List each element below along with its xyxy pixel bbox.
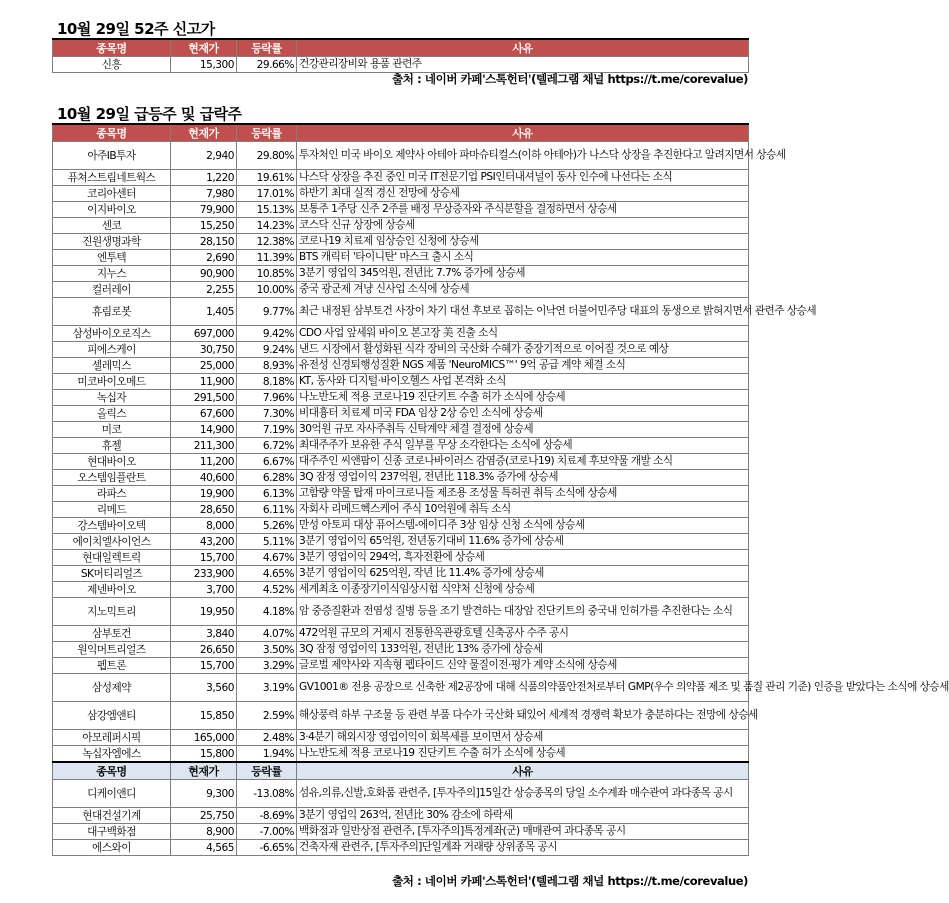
current-price: 15,700 <box>171 658 237 674</box>
change-rate: 8.18% <box>237 374 297 390</box>
reason: 최근 내정된 삼부토건 사장이 차기 대선 후보로 꼽히는 이낙연 더불어민주당 대표의 동생으로 밝혀지면서 관련주 상승세 <box>297 298 749 326</box>
reason: 만성 아토피 대상 퓨어스템-에이디주 3상 임상 신청 소식에 상승세 <box>297 518 749 534</box>
reason: 대주주인 씨앤팜이 신종 코로나바이러스 감염증(코로나19) 치료제 후보약물 개발 소식 <box>297 454 749 470</box>
table-row <box>53 342 749 358</box>
change-rate: -7.00% <box>237 824 297 840</box>
current-price: 1,405 <box>171 298 237 326</box>
current-price: 28,650 <box>171 502 237 518</box>
table-row <box>53 374 749 390</box>
header-reason: 사유 <box>297 124 749 142</box>
reason: BTS 캐릭터 '타이니탄' 마스크 출시 소식 <box>297 250 749 266</box>
current-price: 2,940 <box>171 142 237 170</box>
stock-name: 코리아센터 <box>53 186 171 202</box>
current-price: 2,690 <box>171 250 237 266</box>
current-price: 19,950 <box>171 598 237 626</box>
stock-name: 올릭스 <box>53 406 171 422</box>
current-price: 15,300 <box>171 57 237 73</box>
table-row <box>53 626 749 642</box>
table-row <box>53 746 749 763</box>
current-price: 9,300 <box>171 780 237 808</box>
change-rate: -13.08% <box>237 780 297 808</box>
table-row <box>53 358 749 374</box>
reason: 투자처인 미국 바이오 제약사 아테아 파마슈티컬스(이하 아테아)가 나스닥 상장을 추진한다고 알려지면서 상승세 <box>297 142 749 170</box>
reason: 3Q 잠정 영업이익 133억원, 전년比 13% 증가에 상승세 <box>297 642 749 658</box>
stock-name: 컬러레이 <box>53 282 171 298</box>
table-row <box>53 186 749 202</box>
change-rate: 9.42% <box>237 326 297 342</box>
reason: 30억원 규모 자사주취득 신탁계약 체결 결정에 상승세 <box>297 422 749 438</box>
stock-name: 삼부토건 <box>53 626 171 642</box>
change-rate: -8.69% <box>237 808 297 824</box>
stock-name: 센코 <box>53 218 171 234</box>
stock-name: 미코 <box>53 422 171 438</box>
change-rate: 10.85% <box>237 266 297 282</box>
stock-name: 진원생명과학 <box>53 234 171 250</box>
reason: 중국 광군제 겨냥 신사업 소식에 상승세 <box>297 282 749 298</box>
table-row <box>53 486 749 502</box>
header-price: 현재가 <box>171 39 237 57</box>
table-row <box>53 454 749 470</box>
current-price: 43,200 <box>171 534 237 550</box>
change-rate: 6.11% <box>237 502 297 518</box>
current-price: 15,850 <box>171 702 237 730</box>
stock-name: 현대건설기계 <box>53 808 171 824</box>
change-rate: 9.77% <box>237 298 297 326</box>
header-reason: 사유 <box>297 39 749 57</box>
table-row <box>53 582 749 598</box>
reason: 낸드 시장에서 활성화된 식각 장비의 국산화 수혜가 중장기적으로 이어질 것으로 예상 <box>297 342 749 358</box>
reason: 섬유,의류,신발,호화품 관련주, [투자주의]15일간 상승종목의 당일 소수계좌 매수관여 과다종목 공시 <box>297 780 749 808</box>
table-row <box>53 840 749 856</box>
source-note-2: 출처 : 네이버 카페'스톡헌터'(텔레그램 채널 https://t.me/corevalue) <box>392 874 748 888</box>
table-row <box>53 518 749 534</box>
reason: GV1001® 전용 공장으로 신축한 제2공장에 대해 식품의약품안전처로부터 GMP(우수 의약품 제조 및 품질 관리 기준) 인증을 받았다는 소식에 상승세 <box>297 674 749 702</box>
header-stock-name: 종목명 <box>53 124 171 142</box>
reason: 유전성 신경퇴행성질환 NGS 제품 'NeuroMICS™' 9억 공급 계약 체결 소식 <box>297 358 749 374</box>
table-row <box>53 202 749 218</box>
table-row <box>53 534 749 550</box>
table-row <box>53 390 749 406</box>
reason: 자회사 리메드헥스케어 주식 10억원에 취득 소식 <box>297 502 749 518</box>
stock-name: 휴젤 <box>53 438 171 454</box>
stock-name: 오스템임플란트 <box>53 470 171 486</box>
change-rate: -6.65% <box>237 840 297 856</box>
table-row <box>53 674 749 702</box>
stock-name: 아모레퍼시픽 <box>53 730 171 746</box>
stock-name: 엔투텍 <box>53 250 171 266</box>
table-row <box>53 730 749 746</box>
stock-name: 리메드 <box>53 502 171 518</box>
change-rate: 29.80% <box>237 142 297 170</box>
header-price: 현재가 <box>171 762 237 780</box>
stock-name: 원익머트리얼즈 <box>53 642 171 658</box>
table-row <box>53 406 749 422</box>
stock-name: 강스템바이오텍 <box>53 518 171 534</box>
change-rate: 4.65% <box>237 566 297 582</box>
change-rate: 1.94% <box>237 746 297 763</box>
current-price: 3,700 <box>171 582 237 598</box>
stock-name: 녹십자 <box>53 390 171 406</box>
change-rate: 4.52% <box>237 582 297 598</box>
stock-name: 에스와이 <box>53 840 171 856</box>
header-reason: 사유 <box>297 762 749 780</box>
table-row <box>53 282 749 298</box>
stock-name: 펩트론 <box>53 658 171 674</box>
decliners-header-row <box>53 762 749 780</box>
change-rate: 7.19% <box>237 422 297 438</box>
change-rate: 17.01% <box>237 186 297 202</box>
current-price: 26,650 <box>171 642 237 658</box>
stock-name: 라파스 <box>53 486 171 502</box>
current-price: 8,000 <box>171 518 237 534</box>
header-change: 등락률 <box>237 762 297 780</box>
stock-name: 퓨쳐스트림네트웍스 <box>53 170 171 186</box>
current-price: 697,000 <box>171 326 237 342</box>
table-row <box>53 702 749 730</box>
table-row <box>53 326 749 342</box>
table-row <box>53 550 749 566</box>
stock-name: 디케이앤디 <box>53 780 171 808</box>
table-row <box>53 438 749 454</box>
reason: 하반기 최대 실적 경신 전망에 상승세 <box>297 186 749 202</box>
stock-name: 피에스케이 <box>53 342 171 358</box>
change-rate: 10.00% <box>237 282 297 298</box>
current-price: 19,900 <box>171 486 237 502</box>
table-row <box>53 234 749 250</box>
table-row <box>53 142 749 170</box>
change-rate: 19.61% <box>237 170 297 186</box>
reason: 3분기 영업이익 294억, 흑자전환에 상승세 <box>297 550 749 566</box>
current-price: 67,600 <box>171 406 237 422</box>
reason: CDO 사업 앞세워 바이오 본고장 美 진출 소식 <box>297 326 749 342</box>
change-rate: 11.39% <box>237 250 297 266</box>
reason: 3분기 영업익 345억원, 전년比 7.7% 증가에 상승세 <box>297 266 749 282</box>
table-row <box>53 298 749 326</box>
stock-name: 삼성바이오로직스 <box>53 326 171 342</box>
stock-name: 제넨바이오 <box>53 582 171 598</box>
header-change: 등락률 <box>237 39 297 57</box>
stock-name: 신흥 <box>53 57 171 73</box>
current-price: 28,150 <box>171 234 237 250</box>
stock-name: 휴림로봇 <box>53 298 171 326</box>
reason: 코스닥 신규 상장에 상승세 <box>297 218 749 234</box>
change-rate: 3.50% <box>237 642 297 658</box>
current-price: 4,565 <box>171 840 237 856</box>
stock-name: 삼강엠앤티 <box>53 702 171 730</box>
table-row <box>53 658 749 674</box>
stock-name: 현대바이오 <box>53 454 171 470</box>
current-price: 40,600 <box>171 470 237 486</box>
source-note-1: 출처 : 네이버 카페'스톡헌터'(텔레그램 채널 https://t.me/corevalue) <box>392 72 748 86</box>
change-rate: 6.72% <box>237 438 297 454</box>
table-row <box>53 598 749 626</box>
header-stock-name: 종목명 <box>53 39 171 57</box>
change-rate: 2.59% <box>237 702 297 730</box>
change-rate: 12.38% <box>237 234 297 250</box>
stock-name: 아주IB투자 <box>53 142 171 170</box>
current-price: 25,750 <box>171 808 237 824</box>
reason: 3분기 영업이익 65억원, 전년동기대비 11.6% 증가에 상승세 <box>297 534 749 550</box>
reason: 백화점과 일반상점 관련주, [투자주의]특정계좌(군) 매매관여 과다종목 공시 <box>297 824 749 840</box>
table-row <box>53 250 749 266</box>
table-row <box>53 824 749 840</box>
current-price: 291,500 <box>171 390 237 406</box>
change-rate: 9.24% <box>237 342 297 358</box>
stock-name: 대구백화점 <box>53 824 171 840</box>
change-rate: 3.29% <box>237 658 297 674</box>
current-price: 3,840 <box>171 626 237 642</box>
change-rate: 5.11% <box>237 534 297 550</box>
current-price: 211,300 <box>171 438 237 454</box>
change-rate: 4.07% <box>237 626 297 642</box>
reason: 472억원 규모의 거제시 전통한옥관광호텔 신축공사 수주 공시 <box>297 626 749 642</box>
reason: 세계최초 이종장기이식임상시험 식약처 신청에 상승세 <box>297 582 749 598</box>
table-row <box>53 642 749 658</box>
table-row <box>53 808 749 824</box>
change-rate: 15.13% <box>237 202 297 218</box>
reason: 건강관리장비와 용품 관련주 <box>297 57 749 73</box>
section2-title: 10월 29일 급등주 및 급락주 <box>57 105 242 123</box>
table-row <box>53 566 749 582</box>
change-rate: 6.28% <box>237 470 297 486</box>
current-price: 7,980 <box>171 186 237 202</box>
reason: 건축자재 관련주, [투자주의]단일계좌 거래량 상위종목 공시 <box>297 840 749 856</box>
section1-title: 10월 29일 52주 신고가 <box>57 20 215 38</box>
current-price: 11,200 <box>171 454 237 470</box>
change-rate: 6.13% <box>237 486 297 502</box>
stock-name: 에이치엘사이언스 <box>53 534 171 550</box>
reason: 최대주주가 보유한 주식 일부를 무상 소각한다는 소식에 상승세 <box>297 438 749 454</box>
table-row <box>53 502 749 518</box>
header-stock-name: 종목명 <box>53 762 171 780</box>
current-price: 1,220 <box>171 170 237 186</box>
new-high-table <box>52 38 749 73</box>
header-change: 등락률 <box>237 124 297 142</box>
change-rate: 5.26% <box>237 518 297 534</box>
movers-table <box>52 123 949 856</box>
reason: 글로벌 제약사와 지속형 펩타이드 신약 물질이전·평가 계약 소식에 상승세 <box>297 658 749 674</box>
reason: 고함량 약물 탑재 마이크로니들 제조용 조성물 특허권 취득 소식에 상승세 <box>297 486 749 502</box>
reason: 3분기 영업이익 625억원, 작년 比 11.4% 증가에 상승세 <box>297 566 749 582</box>
reason: KT, 동사와 디지털·바이오헬스 사업 본격화 소식 <box>297 374 749 390</box>
change-rate: 4.67% <box>237 550 297 566</box>
change-rate: 2.48% <box>237 730 297 746</box>
current-price: 15,250 <box>171 218 237 234</box>
stock-name: 녹십자엠에스 <box>53 746 171 763</box>
stock-name: 이지바이오 <box>53 202 171 218</box>
change-rate: 7.30% <box>237 406 297 422</box>
reason: 3Q 잠정 영업이익 237억원, 전년比 118.3% 증가에 상승세 <box>297 470 749 486</box>
current-price: 165,000 <box>171 730 237 746</box>
current-price: 90,900 <box>171 266 237 282</box>
change-rate: 29.66% <box>237 57 297 73</box>
table-row <box>53 470 749 486</box>
current-price: 11,900 <box>171 374 237 390</box>
current-price: 15,700 <box>171 550 237 566</box>
reason: 3·4분기 해외시장 영업이익이 회복세를 보이면서 상승세 <box>297 730 749 746</box>
current-price: 30,750 <box>171 342 237 358</box>
stock-name: 셀레믹스 <box>53 358 171 374</box>
reason: 코로나19 치료제 임상승인 신청에 상승세 <box>297 234 749 250</box>
change-rate: 3.19% <box>237 674 297 702</box>
stock-name: 지노믹트리 <box>53 598 171 626</box>
current-price: 8,900 <box>171 824 237 840</box>
table-row <box>53 218 749 234</box>
current-price: 79,900 <box>171 202 237 218</box>
table-row <box>53 266 749 282</box>
reason: 암 중증질환과 전염성 질병 등을 조기 발견하는 대장암 진단키트의 중국내 인허가를 추진한다는 소식 <box>297 598 749 626</box>
reason: 비대흉터 치료제 미국 FDA 임상 2상 승인 소식에 상승세 <box>297 406 749 422</box>
change-rate: 6.67% <box>237 454 297 470</box>
change-rate: 7.96% <box>237 390 297 406</box>
stock-name: 미코바이오메드 <box>53 374 171 390</box>
change-rate: 14.23% <box>237 218 297 234</box>
table-row <box>53 422 749 438</box>
reason: 나노반도체 적용 코로나19 진단키트 수출 허가 소식에 상승세 <box>297 746 749 763</box>
stock-name: SK머티리얼즈 <box>53 566 171 582</box>
current-price: 25,000 <box>171 358 237 374</box>
reason: 해상풍력 하부 구조물 등 관련 부품 다수가 국산화 돼있어 세계적 경쟁력 확보가 충분하다는 전망에 상승세 <box>297 702 749 730</box>
change-rate: 8.93% <box>237 358 297 374</box>
change-rate: 4.18% <box>237 598 297 626</box>
current-price: 15,800 <box>171 746 237 763</box>
stock-name: 삼성제약 <box>53 674 171 702</box>
reason: 나노반도체 적용 코로나19 진단키트 수출 허가 소식에 상승세 <box>297 390 749 406</box>
current-price: 14,900 <box>171 422 237 438</box>
current-price: 2,255 <box>171 282 237 298</box>
header-price: 현재가 <box>171 124 237 142</box>
reason: 보통주 1주당 신주 2주를 배정 무상증자와 주식분할을 결정하면서 상승세 <box>297 202 749 218</box>
stock-name: 현대일렉트릭 <box>53 550 171 566</box>
reason: 3분기 영업익 263억, 전년比 30% 감소에 하락세 <box>297 808 749 824</box>
stock-name: 지누스 <box>53 266 171 282</box>
table-row <box>53 170 749 186</box>
current-price: 233,900 <box>171 566 237 582</box>
table-row <box>53 780 749 808</box>
reason: 나스닥 상장을 추진 중인 미국 IT전문기업 PSI인터내셔널이 동사 인수에 나선다는 소식 <box>297 170 749 186</box>
current-price: 3,560 <box>171 674 237 702</box>
